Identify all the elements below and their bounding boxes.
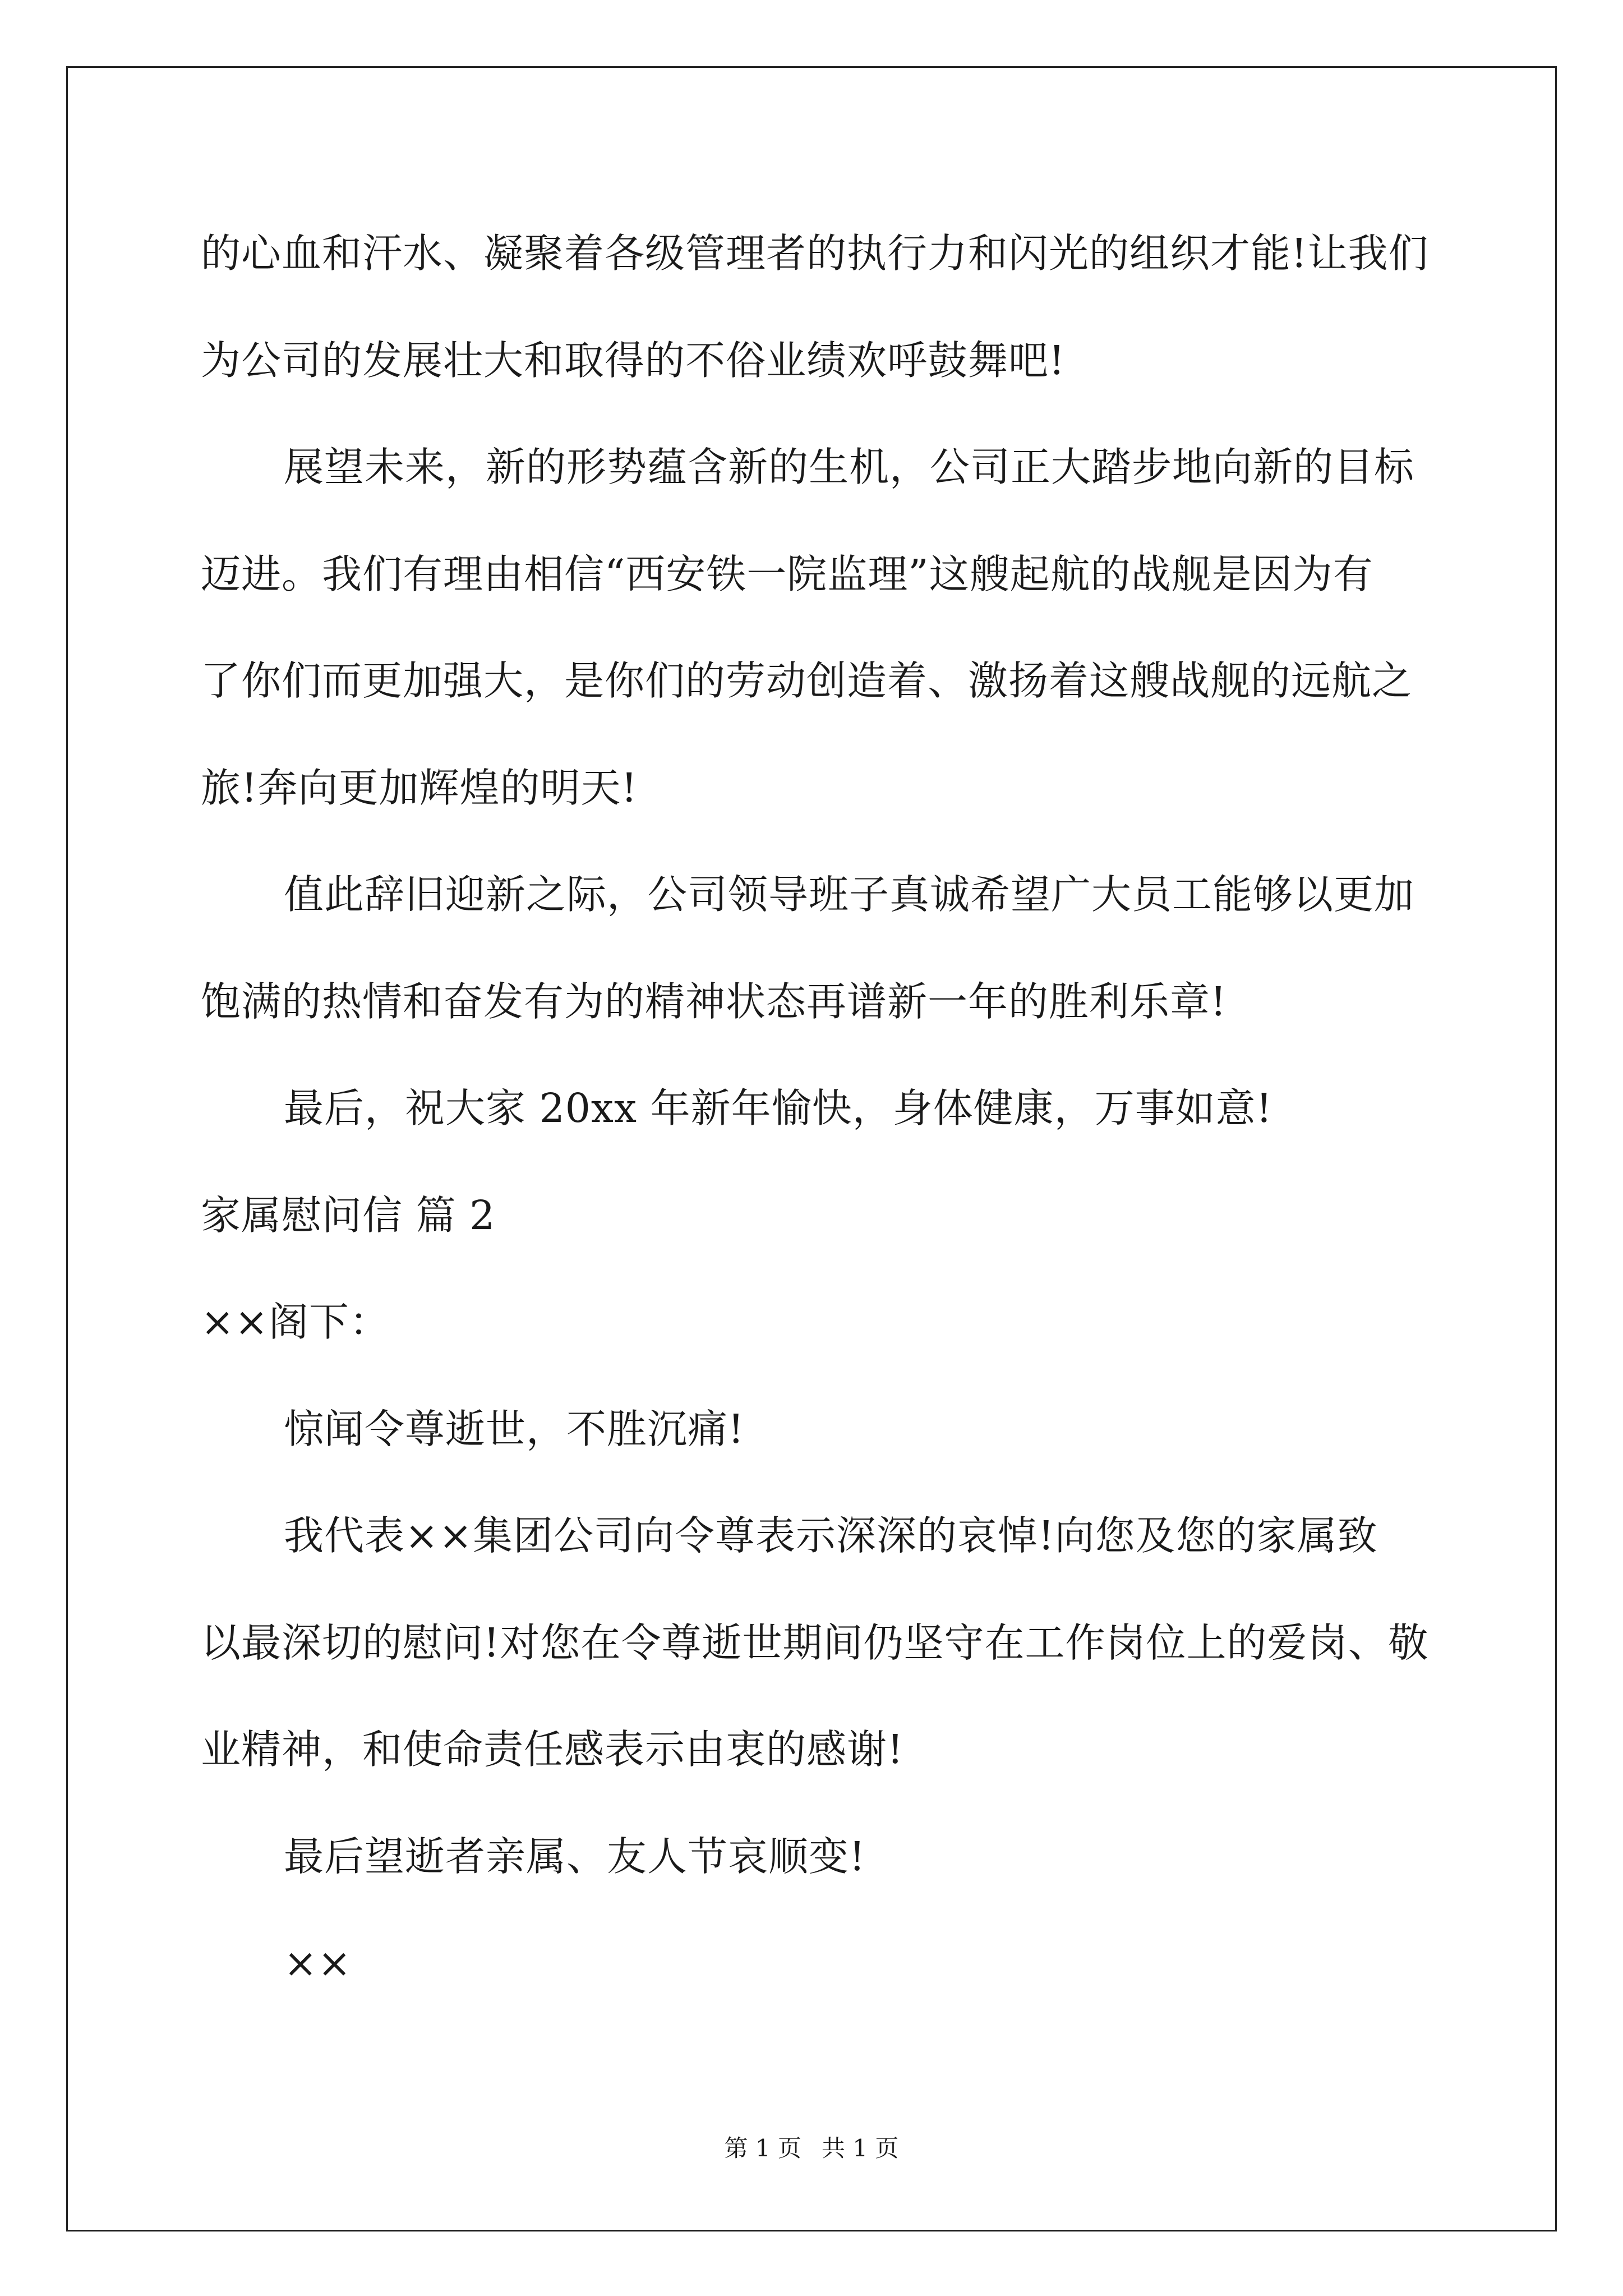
text-line-7: 值此辞旧迎新之际，公司领导班子真诚希望广大员工能够以更加 xyxy=(284,871,1415,918)
text-line-3: 展望未来，新的形势蕴含新的生机，公司正大踏步地向新的目标 xyxy=(284,444,1415,490)
text-line-5: 了你们而更加强大，是你们的劳动创造着、激扬着这艘战舰的远航之 xyxy=(201,657,1413,704)
text-line-9: 最后，祝大家 20xx 年新年愉快，身体健康，万事如意! xyxy=(284,1085,1273,1131)
text-line-6: 旅!奔向更加辉煌的明天! xyxy=(201,764,638,811)
signature: ×× xyxy=(284,1940,352,1986)
salutation: ××阁下： xyxy=(201,1299,390,1345)
text-line-15: 业精神，和使命责任感表示由衷的感谢! xyxy=(201,1726,904,1773)
document-body xyxy=(201,214,1435,2031)
page-number: 第 1 页 xyxy=(724,2134,801,2162)
text-line-4: 迈进。我们有理由相信“西安铁一院监理”这艘起航的战舰是因为有 xyxy=(201,550,1373,597)
text-line-1: 的心血和汗水、凝聚着各级管理者的执行力和闪光的组织才能!让我们 xyxy=(201,230,1429,277)
page-footer xyxy=(0,2132,1623,2165)
text-line-8: 饱满的热情和奋发有为的精神状态再谱新一年的胜利乐章! xyxy=(201,978,1227,1025)
text-line-13: 我代表××集团公司向令尊表示深深的哀悼!向您及您的家属致 xyxy=(284,1512,1378,1559)
text-line-16: 最后望逝者亲属、友人节哀顺变! xyxy=(284,1833,866,1880)
section-title: 家属慰问信 篇 2 xyxy=(201,1191,496,1239)
text-line-2: 为公司的发展壮大和取得的不俗业绩欢呼鼓舞吧! xyxy=(201,337,1066,384)
page-total: 共 1 页 xyxy=(822,2134,899,2162)
text-line-12: 惊闻令尊逝世，不胜沉痛! xyxy=(284,1405,745,1452)
text-line-14: 以最深切的慰问!对您在令尊逝世期间仍坚守在工作岗位上的爱岗、敬 xyxy=(201,1619,1429,1666)
